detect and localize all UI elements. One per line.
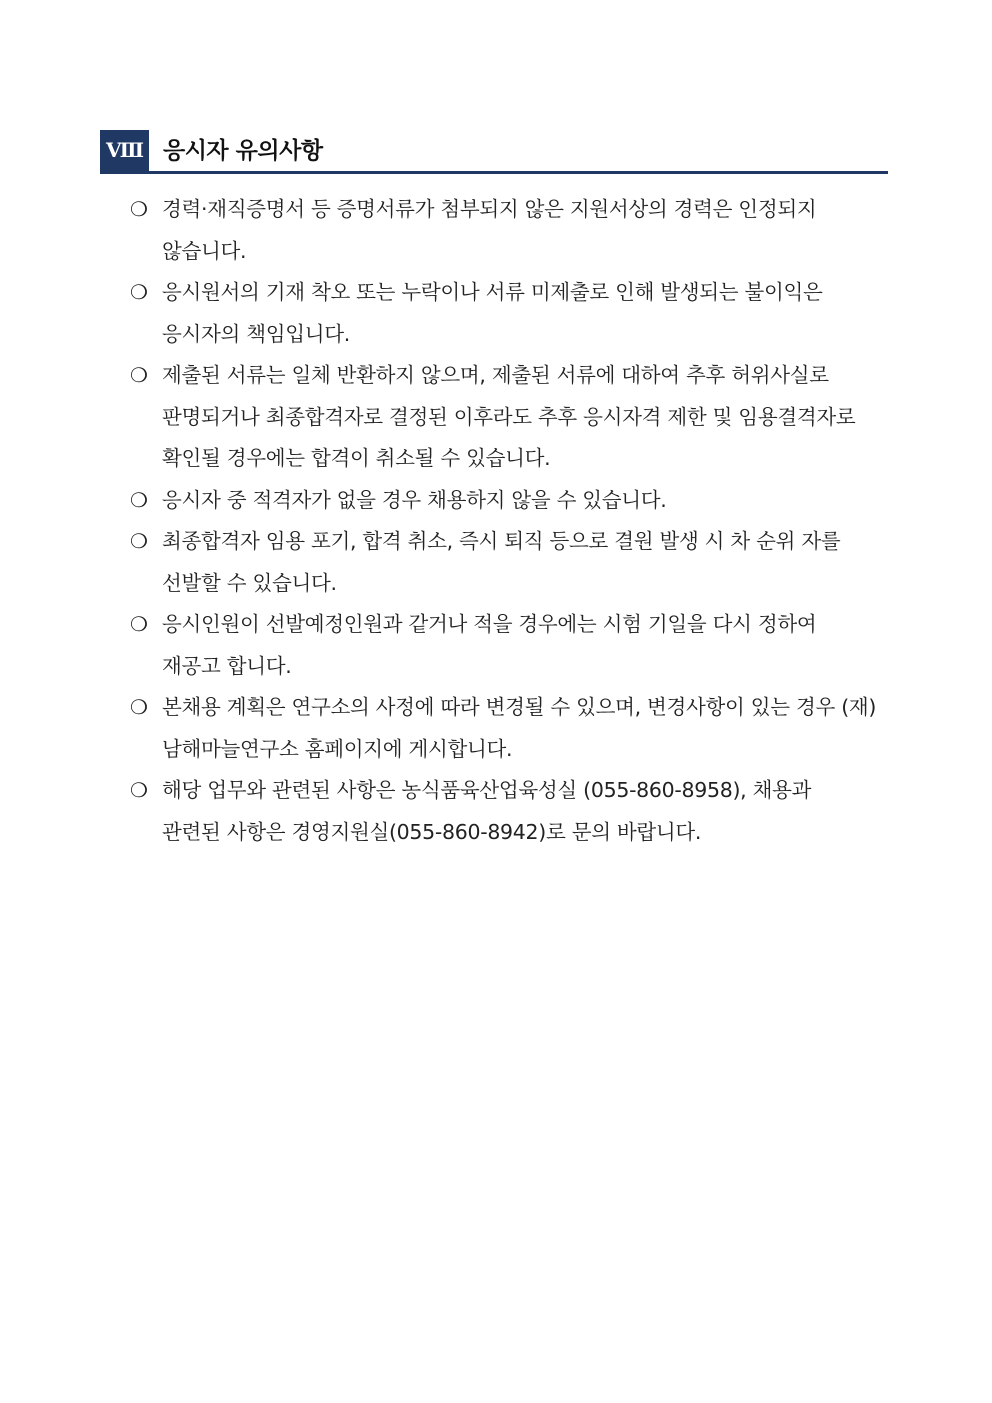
circle-bullet-icon: ❍ xyxy=(130,529,148,553)
notice-item xyxy=(130,355,900,480)
notice-text: 본채용 계획은 연구소의 사정에 따라 변경될 수 있으며, 변경사항이 있는 경우 (재)남해마늘연구소 홈페이지에 게시합니다. xyxy=(162,695,877,761)
circle-bullet-icon: ❍ xyxy=(130,363,148,387)
circle-bullet-icon: ❍ xyxy=(130,778,148,802)
notice-text: 응시인원이 선발예정인원과 같거나 적을 경우에는 시험 기일을 다시 정하여 재공고 합니다. xyxy=(162,612,817,678)
notice-item xyxy=(130,521,900,604)
notice-list xyxy=(130,189,900,853)
notice-item xyxy=(130,687,900,770)
section-number-badge: Ⅷ xyxy=(100,130,149,171)
notice-text: 제출된 서류는 일체 반환하지 않으며, 제출된 서류에 대하여 추후 허위사실로 판명되거나 최종합격자로 결정된 이후라도 추후 응시자격 제한 및 임용결격자로 확인될 경우에는 합격이 취소될 수 있습니다. xyxy=(162,363,856,470)
notice-item xyxy=(130,604,900,687)
section-header xyxy=(100,130,888,173)
notice-text: 응시원서의 기재 착오 또는 누락이나 서류 미제출로 인해 발생되는 불이익은 응시자의 책임입니다. xyxy=(162,280,823,346)
circle-bullet-icon: ❍ xyxy=(130,612,148,636)
notice-item xyxy=(130,272,900,355)
circle-bullet-icon: ❍ xyxy=(130,695,148,719)
notice-text: 해당 업무와 관련된 사항은 농식품육산업육성실 (055-860-8958), 채용과 관련된 사항은 경영지원실(055-860-8942)로 문의 바랍니다. xyxy=(162,778,812,844)
notice-item xyxy=(130,770,900,853)
notice-item xyxy=(130,189,900,272)
circle-bullet-icon: ❍ xyxy=(130,487,148,512)
section-title: 응시자 유의사항 xyxy=(163,138,323,164)
notice-text: 최종합격자 임용 포기, 합격 취소, 즉시 퇴직 등으로 결원 발생 시 차 순위 자를 선발할 수 있습니다. xyxy=(162,529,841,595)
notice-text: 응시자 중 적격자가 없을 경우 채용하지 않을 수 있습니다. xyxy=(162,487,667,512)
notice-text: 경력·재직증명서 등 증명서류가 첨부되지 않은 지원서상의 경력은 인정되지 않습니다. xyxy=(162,197,817,263)
circle-bullet-icon: ❍ xyxy=(130,197,148,221)
notice-item xyxy=(130,480,900,522)
circle-bullet-icon: ❍ xyxy=(130,280,148,304)
header-divider xyxy=(100,171,888,174)
